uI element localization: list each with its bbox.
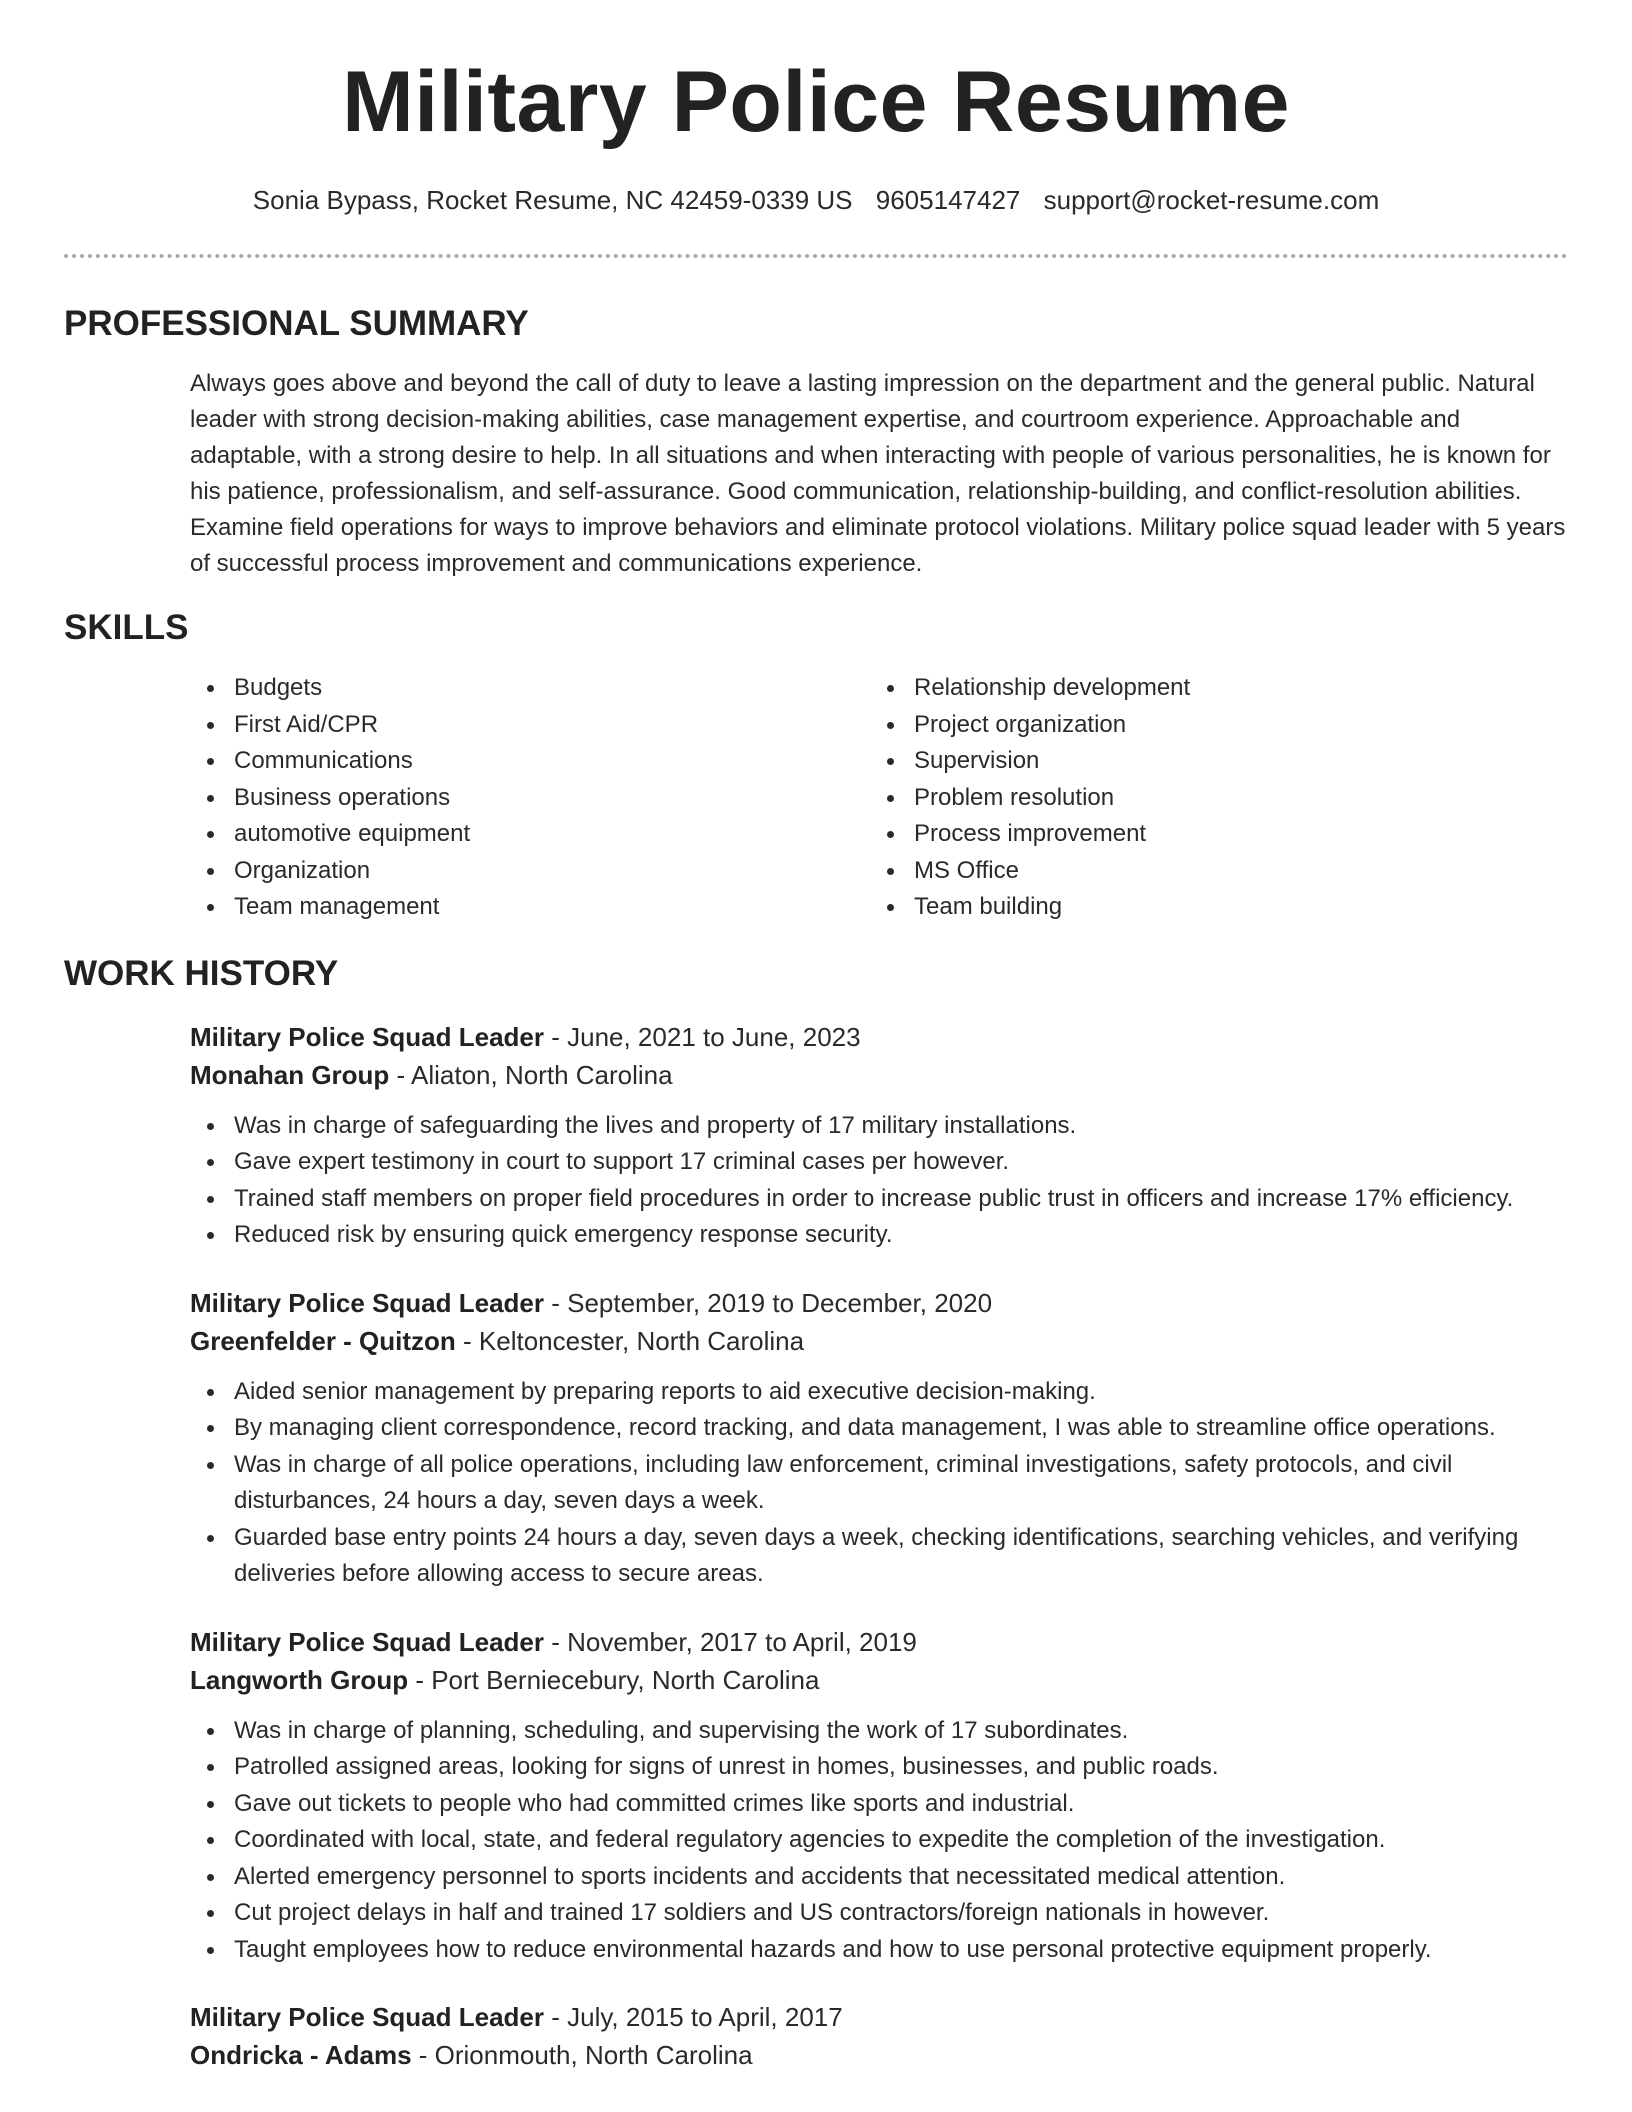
job-dates: - September, 2019 to December, 2020 xyxy=(544,1287,993,1318)
job-dates: - July, 2015 to April, 2017 xyxy=(544,2002,843,2032)
skill-item: First Aid/CPR xyxy=(190,707,870,744)
job-title-line xyxy=(190,1284,1568,1322)
duty-item: Was in charge of safeguarding the lives and property of 17 military installations. xyxy=(190,1108,1568,1145)
job-location: - Port Berniecebury, North Carolina xyxy=(408,1664,820,1695)
skill-item: automotive equipment xyxy=(190,816,870,853)
skills-heading: SKILLS xyxy=(64,608,189,647)
duty-item: Taught employees how to reduce environmental hazards and how to use personal protective equipment properly. xyxy=(190,1932,1568,1969)
job-company: Ondricka - Adams xyxy=(190,2040,412,2070)
duty-item: Coordinated with local, state, and federal regulatory agencies to expedite the completion of the investigation. xyxy=(190,1822,1568,1859)
duty-item: Aided senior management by preparing reports to aid executive decision-making. xyxy=(190,1374,1568,1411)
job-company-line xyxy=(190,2036,1568,2074)
job-role: Military Police Squad Leader xyxy=(190,1287,544,1318)
work-history-heading: WORK HISTORY xyxy=(64,953,339,993)
skill-item: Communications xyxy=(190,743,870,780)
contact-email: support@rocket-resume.com xyxy=(1043,185,1380,215)
duty-item: Was in charge of planning, scheduling, and supervising the work of 17 subordinates. xyxy=(190,1713,1568,1750)
job-duties xyxy=(190,1108,1568,1254)
duty-item: Guarded base entry points 24 hours a day, seven days a week, checking identifications, searching vehicles, and verifying deliveries before allowing access to secure areas. xyxy=(190,1520,1568,1593)
skills-list xyxy=(190,670,1568,926)
job-company: Langworth Group xyxy=(190,1664,409,1695)
skill-item: Team building xyxy=(870,889,1550,926)
contact-line xyxy=(0,184,1632,216)
job-company: Greenfelder - Quitzon xyxy=(190,1325,456,1356)
duty-item: Cut project delays in half and trained 17 soldiers and US contractors/foreign nationals in however. xyxy=(190,1895,1568,1932)
duty-item: Patrolled assigned areas, looking for signs of unrest in homes, businesses, and public roads. xyxy=(190,1749,1568,1786)
job-dates: - November, 2017 to April, 2019 xyxy=(544,1626,917,1657)
job-title-line xyxy=(190,1018,1568,1056)
duty-item: Gave expert testimony in court to support 17 criminal cases per however. xyxy=(190,1144,1568,1181)
duty-item: Alerted emergency personnel to sports incidents and accidents that necessitated medical attention. xyxy=(190,1859,1568,1896)
skills-column-right xyxy=(870,670,1550,926)
contact-phone: 9605147427 xyxy=(875,185,1021,215)
job-company: Monahan Group xyxy=(190,1059,390,1090)
job-duties xyxy=(190,1374,1568,1593)
duty-item: By managing client correspondence, record tracking, and data management, I was able to streamline office operations. xyxy=(190,1410,1568,1447)
header-divider xyxy=(64,254,1568,258)
duty-item: Trained staff members on proper field procedures in order to increase public trust in officers and increase 17% efficiency. xyxy=(190,1181,1568,1218)
summary-text: Always goes above and beyond the call of duty to leave a lasting impression on the department and the general public. Natural leader with strong decision-making abilities, case management expertise, and courtroom experience. Approachable and adaptable, with a strong desire to help. In all situations and when interacting with people of various personalities, he is known for his patience, professionalism, and self-assurance. Good communication, relationship-building, and conflict-resolution abilities. Examine field operations for ways to improve behaviors and eliminate protocol violations. Military police squad leader with 5 years of successful process improvement and communications experience. xyxy=(190,370,1566,577)
job-entry xyxy=(190,1018,1568,1254)
summary-heading: PROFESSIONAL SUMMARY xyxy=(64,304,529,343)
job-role: Military Police Squad Leader xyxy=(190,1021,544,1052)
skill-item: Relationship development xyxy=(870,670,1550,707)
skill-item: Supervision xyxy=(870,743,1550,780)
job-entry xyxy=(190,1998,1568,2074)
skill-item: Team management xyxy=(190,889,870,926)
job-dates: - June, 2021 to June, 2023 xyxy=(544,1021,861,1052)
duty-item: Reduced risk by ensuring quick emergency response security. xyxy=(190,1217,1568,1254)
skill-item: MS Office xyxy=(870,853,1550,890)
job-entry xyxy=(190,1623,1568,1969)
job-role: Military Police Squad Leader xyxy=(190,2002,544,2032)
job-role: Military Police Squad Leader xyxy=(190,1626,544,1657)
job-title-line xyxy=(190,1998,1568,2036)
job-location: - Keltoncester, North Carolina xyxy=(455,1325,805,1356)
job-company-line xyxy=(190,1056,1568,1094)
job-duties xyxy=(190,1713,1568,1969)
skill-item: Business operations xyxy=(190,780,870,817)
job-company-line xyxy=(190,1322,1568,1360)
skill-item: Organization xyxy=(190,853,870,890)
skill-item: Process improvement xyxy=(870,816,1550,853)
job-company-line xyxy=(190,1661,1568,1699)
contact-address: Sonia Bypass, Rocket Resume, NC 42459-0339 US xyxy=(252,185,853,215)
skill-item: Budgets xyxy=(190,670,870,707)
skill-item: Problem resolution xyxy=(870,780,1550,817)
skills-column-left xyxy=(190,670,870,926)
resume-title: Military Police Resume xyxy=(342,54,1290,150)
job-title-line xyxy=(190,1623,1568,1661)
job-location: - Aliaton, North Carolina xyxy=(389,1059,673,1090)
job-entry xyxy=(190,1284,1568,1593)
duty-item: Was in charge of all police operations, including law enforcement, criminal investigations, safety protocols, and civil disturbances, 24 hours a day, seven days a week. xyxy=(190,1447,1568,1520)
job-location: - Orionmouth, North Carolina xyxy=(411,2040,753,2070)
skill-item: Project organization xyxy=(870,707,1550,744)
duty-item: Gave out tickets to people who had committed crimes like sports and industrial. xyxy=(190,1786,1568,1823)
